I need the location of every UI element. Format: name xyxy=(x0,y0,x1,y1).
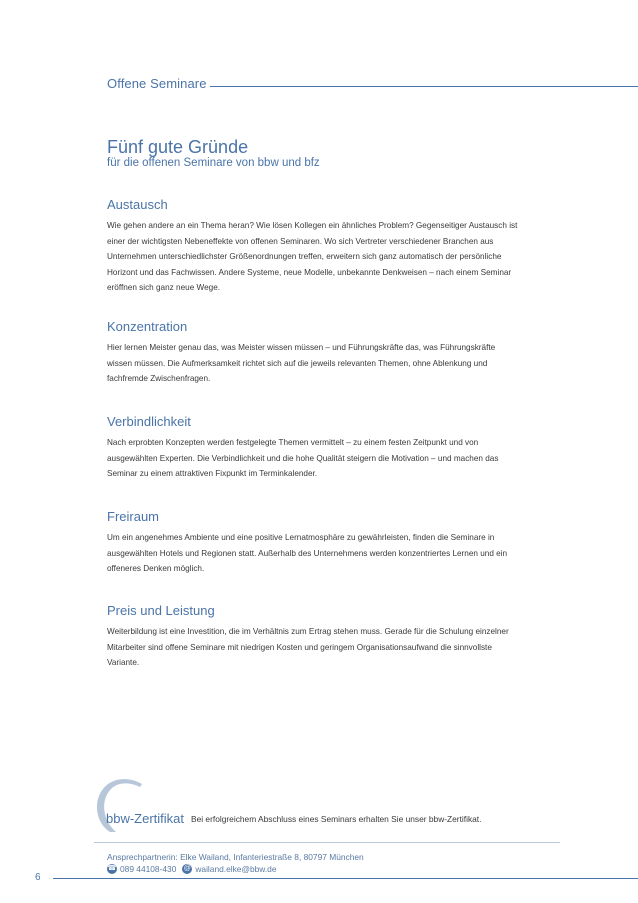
certificate-text: Bei erfolgreichem Abschluss eines Seminars erhalten Sie unser bbw-Zertifikat. xyxy=(191,814,482,824)
bottom-rule xyxy=(53,878,638,879)
footer-rule xyxy=(94,842,560,843)
section-heading: Verbindlichkeit xyxy=(107,414,191,429)
section-preis-und-leistung xyxy=(107,603,527,671)
section-heading: Austausch xyxy=(107,197,168,212)
contact-email[interactable]: wailand.elke@bbw.de xyxy=(195,864,277,874)
contact-phone: 089 44108-430 xyxy=(120,864,177,874)
header-rule xyxy=(210,86,638,87)
section-text: Um ein angenehmes Ambiente und eine positive Lernatmosphäre zu gewährleisten, finden die Seminare in ausgewählten Hotels und Regionen statt. Außerhalb des Unternehmens werden konzentriertes Lernen und ein offeneres Denken möglich. xyxy=(107,533,508,573)
section-text: Hier lernen Meister genau das, was Meister wissen müssen – und Führungskräfte das, was Führungskräfte wissen müssen. Die Aufmerksamkeit richtet sich auf die jeweils relevanten Themen, ohne Ablenkung und fachfremde Zwischenfragen. xyxy=(107,343,496,383)
contact-line: Ansprechpartnerin: Elke Wailand, Infanteriestraße 8, 80797 München xyxy=(107,852,364,862)
section-heading: Freiraum xyxy=(107,509,160,524)
contact-row xyxy=(107,864,277,874)
section-text: Nach erprobten Konzepten werden festgelegte Themen vermittelt – zu einem festen Zeitpunkt und von ausgewählten Experten. Die Verbindlichkeit und die hohe Qualität steigern die Motivation – und machen das Seminar zu einem attraktiven Fixpunkt im Terminkalender. xyxy=(107,438,499,478)
section-verbindlichkeit xyxy=(107,414,527,482)
section-heading: Preis und Leistung xyxy=(107,603,215,618)
page-number: 6 xyxy=(35,872,41,883)
at-icon: @ xyxy=(183,865,191,872)
section-text: Wie gehen andere an ein Thema heran? Wie lösen Kollegen ein ähnliches Problem? Gegenseitiger Austausch ist einer der wichtigsten Nebeneffekte von offenen Seminaren. Wo sich Vertreter verschiedener Branchen aus Unternehmen unterschiedlichster Größenordnungen treffen, erweitern sich ganz automatisch der persönliche Horizont und das Fachwissen. Andere Systeme, neue Modelle, unbekannte Denkweisen – nach einem Seminar eröffnen sich ganz neue Wege. xyxy=(107,221,518,292)
section-austausch xyxy=(107,197,527,296)
phone-icon: ☎ xyxy=(107,865,117,872)
page-subtitle: für die offenen Seminare von bbw und bfz xyxy=(107,157,320,169)
section-text: Weiterbildung ist eine Investition, die im Verhältnis zum Ertrag stehen muss. Gerade für die Schulung einzelner Mitarbeiter sind offene Seminare mit niedrigen Kosten und geringem Organisationsaufwand die sinnvollste Variante. xyxy=(107,627,509,667)
certificate-label: bbw-Zertifikat xyxy=(106,811,185,826)
header-title: Offene Seminare xyxy=(107,76,207,91)
section-freiraum xyxy=(107,509,527,577)
page-title: Fünf gute Gründe xyxy=(107,137,249,157)
section-heading: Konzentration xyxy=(107,319,188,334)
section-konzentration xyxy=(107,319,527,387)
